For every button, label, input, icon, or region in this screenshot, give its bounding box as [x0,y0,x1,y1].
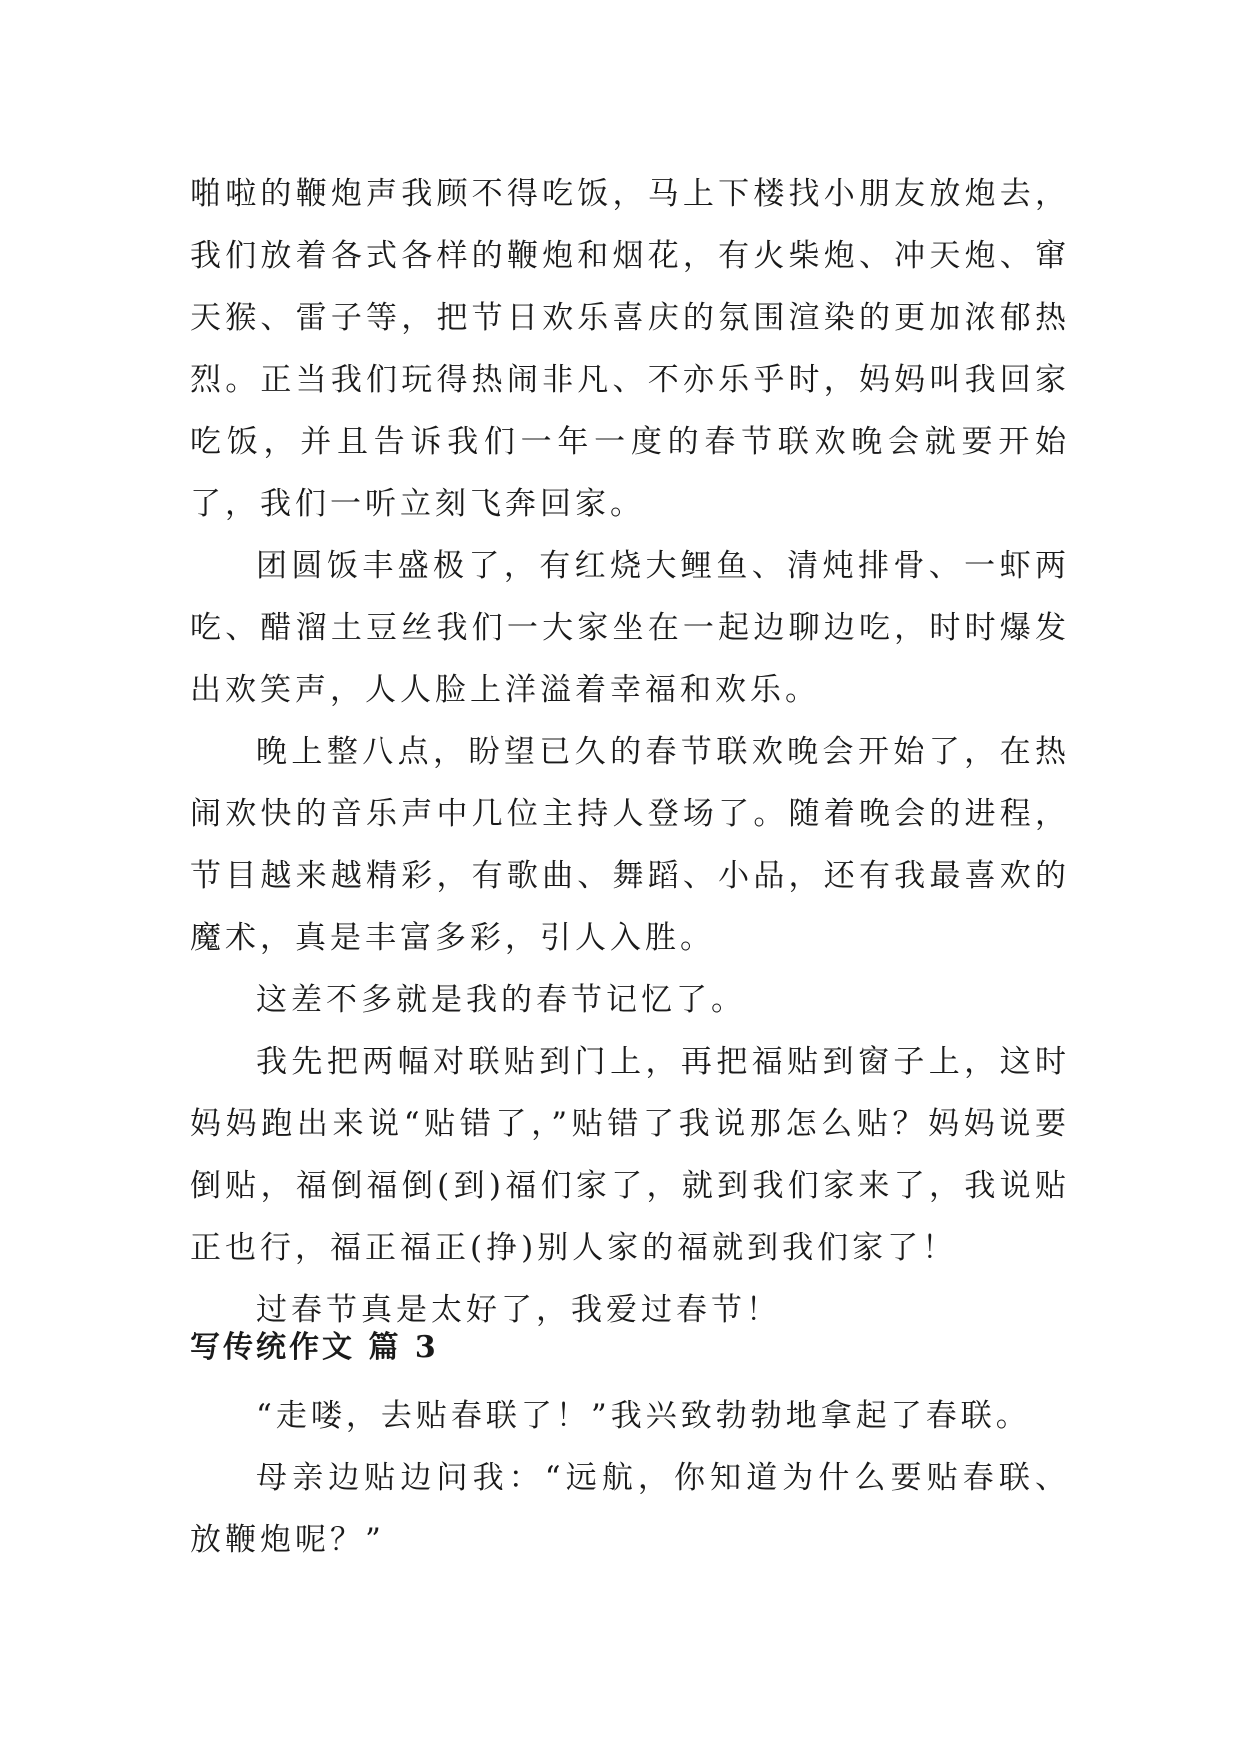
paragraph-7: “走喽，去贴春联了！”我兴致勃勃地拿起了春联。 [256,1398,1031,1434]
section-heading: 写传统作文 篇 3 [190,1330,439,1365]
paragraph-5: 我先把两幅对联贴到门上，再把福贴到窗子上，这时妈妈跑出来说“贴错了，”贴错了我说那怎么贴？妈妈说要倒贴，福倒福倒(到)福们家了，就到我们家来了，我说贴正也行，福正福正(挣)别人家的福就到我们家了！ [190,1044,1070,1266]
paragraph-2: 团圆饭丰盛极了，有红烧大鲤鱼、清炖排骨、一虾两吃、醋溜土豆丝我们一大家坐在一起边聊边吃，时时爆发出欢笑声，人人脸上洋溢着幸福和欢乐。 [190,548,1070,708]
paragraph-4: 这差不多就是我的春节记忆了。 [256,982,746,1018]
paragraph-6: 过春节真是太好了，我爱过春节！ [256,1292,781,1328]
paragraph-8: 母亲边贴边问我：“远航，你知道为什么要贴春联、放鞭炮呢？” [190,1460,1070,1558]
body-text [190,163,1070,1341]
body-text-2 [190,1385,1070,1571]
paragraph-3: 晚上整八点，盼望已久的春节联欢晚会开始了，在热闹欢快的音乐声中几位主持人登场了。随着晚会的进程，节目越来越精彩，有歌曲、舞蹈、小品，还有我最喜欢的魔术，真是丰富多彩，引人入胜。 [190,734,1070,956]
paragraph-1: 啪啦的鞭炮声我顾不得吃饭，马上下楼找小朋友放炮去，我们放着各式各样的鞭炮和烟花，有火柴炮、冲天炮、窜天猴、雷子等，把节日欢乐喜庆的氛围渲染的更加浓郁热烈。正当我们玩得热闹非凡、不亦乐乎时，妈妈叫我回家吃饭，并且告诉我们一年一度的春节联欢晚会就要开始了，我们一听立刻飞奔回家。 [190,176,1070,522]
